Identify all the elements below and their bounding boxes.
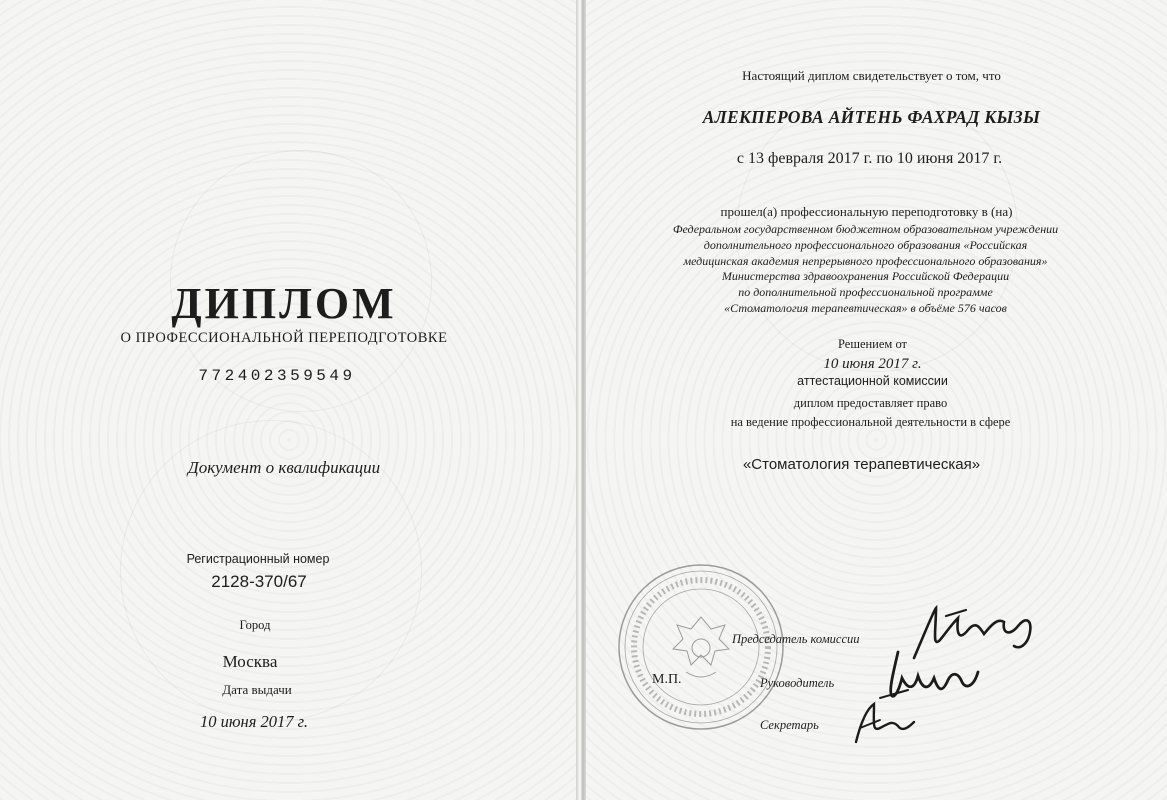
head-label: Руководитель (760, 676, 835, 690)
decision-label: Решением от (837, 337, 908, 351)
activity-sphere-text: на ведение профессиональной деятельности в сфере (730, 415, 1011, 429)
registration-label: Регистрационный номер (186, 552, 330, 566)
institution-line: дополнительного профессионального образования «Российская (703, 237, 1028, 252)
issue-date: 10 июня 2017 г. (200, 712, 308, 731)
institution-line: «Стоматология терапевтическая» в объёме 576 часов (724, 300, 1007, 315)
issue-date-label: Дата выдачи (222, 682, 292, 697)
secretary-signature-icon (850, 698, 920, 748)
secretary-label: Секретарь (760, 718, 819, 732)
passed-text: прошел(а) профессиональную переподготовку в (на) (720, 204, 1013, 219)
institution-line: медицинская академия непрерывного профессионального образования» (683, 253, 1048, 268)
diploma-right-page (586, 0, 1167, 800)
specialty-name: «Стоматология терапевтическая» (742, 456, 981, 473)
official-seal-icon (616, 562, 786, 732)
institution-line: Министерства здравоохранения Российской Федерации (721, 269, 1010, 284)
institution-line: Федеральном государственном бюджетном образовательном учреждении (672, 222, 1059, 236)
diploma-subtitle: О ПРОФЕССИОНАЛЬНОЙ ПЕРЕПОДГОТОВКЕ (120, 330, 448, 346)
grants-right-text: диплом предоставляет право (793, 396, 948, 410)
city-label: Город (239, 618, 271, 632)
document-type: Документ о квалификации (187, 458, 381, 477)
diploma-left-page (0, 0, 578, 800)
commission-chair-label: Председатель комиссии (732, 632, 860, 646)
holder-full-name: АЛЕКПЕРОВА АЙТЕНЬ ФАХРАД КЫЗЫ (702, 107, 1041, 127)
decision-date: 10 июня 2017 г. (823, 356, 922, 372)
diploma-number: 772402359549 (198, 367, 356, 385)
seal-label: М.П. (652, 672, 682, 687)
head-signature-icon (878, 646, 998, 706)
diploma-title: ДИПЛОМ (171, 279, 397, 328)
registration-number: 2128-370/67 (211, 572, 307, 591)
commission-text: аттестационной комиссии (797, 374, 948, 388)
study-period: с 13 февраля 2017 г. по 10 июня 2017 г. (736, 150, 1003, 167)
intro-text: Настоящий диплом свидетельствует о том, что (742, 68, 1001, 83)
institution-line: по дополнительной профессиональной программе (738, 285, 993, 300)
institution-block (564, 222, 1167, 317)
city-value: Москва (222, 652, 278, 671)
